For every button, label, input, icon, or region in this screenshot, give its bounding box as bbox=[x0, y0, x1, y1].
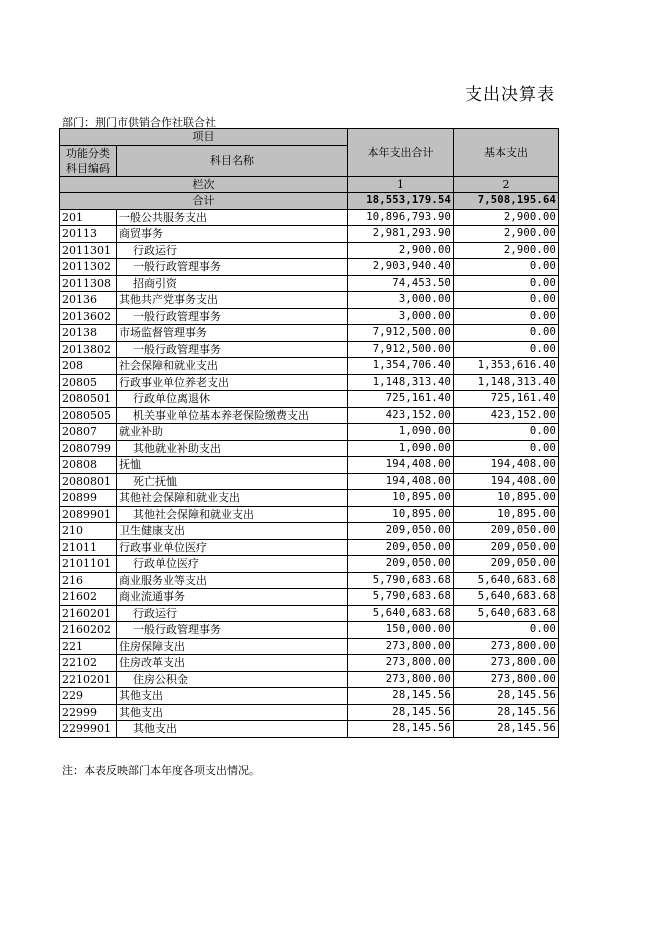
row-basic-amount: 2,900.00 bbox=[454, 226, 559, 243]
row-basic-amount: 0.00 bbox=[454, 292, 559, 309]
row-basic-amount: 273,800.00 bbox=[454, 671, 559, 688]
row-basic-amount: 28,145.56 bbox=[454, 721, 559, 738]
row-total-amount: 10,896,793.90 bbox=[348, 209, 454, 226]
row-subject-name: 机关事业单位基本养老保险缴费支出 bbox=[117, 407, 348, 424]
row-total-amount: 209,050.00 bbox=[348, 523, 454, 540]
row-code: 201 bbox=[60, 209, 117, 226]
row-total-amount: 273,800.00 bbox=[348, 655, 454, 672]
row-subject-name: 住房保障支出 bbox=[117, 638, 348, 655]
row-basic-amount: 209,050.00 bbox=[454, 523, 559, 540]
row-code: 2080501 bbox=[60, 391, 117, 408]
row-total-amount: 1,090.00 bbox=[348, 440, 454, 457]
header-func-code: 功能分类科目编码 bbox=[60, 145, 117, 176]
row-code: 2080799 bbox=[60, 440, 117, 457]
row-basic-amount: 0.00 bbox=[454, 341, 559, 358]
row-total-amount: 10,895.00 bbox=[348, 506, 454, 523]
table-row bbox=[60, 275, 559, 292]
row-code: 2089901 bbox=[60, 506, 117, 523]
table-row bbox=[60, 655, 559, 672]
table-row bbox=[60, 440, 559, 457]
row-basic-amount: 1,148,313.40 bbox=[454, 374, 559, 391]
row-total-amount: 209,050.00 bbox=[348, 539, 454, 556]
row-basic-amount: 209,050.00 bbox=[454, 556, 559, 573]
row-basic-amount: 10,895.00 bbox=[454, 506, 559, 523]
row-total-amount: 7,912,500.00 bbox=[348, 325, 454, 342]
row-code: 2013602 bbox=[60, 308, 117, 325]
row-total-amount: 194,408.00 bbox=[348, 457, 454, 474]
header-col-1: 1 bbox=[348, 176, 454, 193]
table-row bbox=[60, 209, 559, 226]
expenditure-table bbox=[59, 128, 559, 738]
row-subject-name: 市场监督管理事务 bbox=[117, 325, 348, 342]
total-amount: 18,553,179.54 bbox=[348, 193, 454, 210]
table-row bbox=[60, 589, 559, 606]
table-row bbox=[60, 391, 559, 408]
row-code: 20113 bbox=[60, 226, 117, 243]
row-subject-name: 住房公积金 bbox=[117, 671, 348, 688]
row-total-amount: 2,981,293.90 bbox=[348, 226, 454, 243]
row-code: 2080801 bbox=[60, 473, 117, 490]
row-code: 208 bbox=[60, 358, 117, 375]
row-total-amount: 423,152.00 bbox=[348, 407, 454, 424]
row-total-amount: 5,640,683.68 bbox=[348, 605, 454, 622]
row-basic-amount: 1,353,616.40 bbox=[454, 358, 559, 375]
row-subject-name: 其他支出 bbox=[117, 688, 348, 705]
row-total-amount: 7,912,500.00 bbox=[348, 341, 454, 358]
table-row bbox=[60, 341, 559, 358]
header-project: 项目 bbox=[60, 129, 348, 146]
table-row bbox=[60, 473, 559, 490]
row-code: 20808 bbox=[60, 457, 117, 474]
row-basic-amount: 0.00 bbox=[454, 622, 559, 639]
row-code: 20138 bbox=[60, 325, 117, 342]
row-code: 2160201 bbox=[60, 605, 117, 622]
row-code: 2011302 bbox=[60, 259, 117, 276]
row-code: 221 bbox=[60, 638, 117, 655]
row-basic-amount: 28,145.56 bbox=[454, 688, 559, 705]
row-basic-amount: 0.00 bbox=[454, 424, 559, 441]
row-basic-amount: 209,050.00 bbox=[454, 539, 559, 556]
row-basic-amount: 5,640,683.68 bbox=[454, 572, 559, 589]
header-col-2: 2 bbox=[454, 176, 559, 193]
row-subject-name: 一般行政管理事务 bbox=[117, 622, 348, 639]
row-code: 22999 bbox=[60, 704, 117, 721]
row-basic-amount: 5,640,683.68 bbox=[454, 589, 559, 606]
row-basic-amount: 0.00 bbox=[454, 259, 559, 276]
row-code: 21011 bbox=[60, 539, 117, 556]
row-basic-amount: 0.00 bbox=[454, 275, 559, 292]
row-subject-name: 其他社会保障和就业支出 bbox=[117, 490, 348, 507]
row-code: 2011301 bbox=[60, 242, 117, 259]
row-code: 2013802 bbox=[60, 341, 117, 358]
row-code: 2080505 bbox=[60, 407, 117, 424]
header-subject-name: 科目名称 bbox=[117, 145, 348, 176]
table-row bbox=[60, 556, 559, 573]
row-total-amount: 2,903,940.40 bbox=[348, 259, 454, 276]
row-total-amount: 273,800.00 bbox=[348, 638, 454, 655]
row-total-amount: 28,145.56 bbox=[348, 704, 454, 721]
table-row bbox=[60, 226, 559, 243]
table-row bbox=[60, 638, 559, 655]
row-subject-name: 一般行政管理事务 bbox=[117, 341, 348, 358]
page-title: 支出决算表 bbox=[465, 85, 555, 105]
row-subject-name: 其他社会保障和就业支出 bbox=[117, 506, 348, 523]
row-total-amount: 3,000.00 bbox=[348, 292, 454, 309]
row-basic-amount: 273,800.00 bbox=[454, 655, 559, 672]
row-code: 216 bbox=[60, 572, 117, 589]
row-subject-name: 抚恤 bbox=[117, 457, 348, 474]
table-row bbox=[60, 358, 559, 375]
row-subject-name: 住房改革支出 bbox=[117, 655, 348, 672]
row-subject-name: 一般公共服务支出 bbox=[117, 209, 348, 226]
row-total-amount: 10,895.00 bbox=[348, 490, 454, 507]
row-code: 229 bbox=[60, 688, 117, 705]
header-total-column: 本年支出合计 bbox=[348, 129, 454, 177]
table-row bbox=[60, 292, 559, 309]
table-row bbox=[60, 622, 559, 639]
table-row bbox=[60, 374, 559, 391]
row-total-amount: 74,453.50 bbox=[348, 275, 454, 292]
row-total-amount: 3,000.00 bbox=[348, 308, 454, 325]
row-basic-amount: 0.00 bbox=[454, 440, 559, 457]
row-subject-name: 其他支出 bbox=[117, 704, 348, 721]
row-subject-name: 其他共产党事务支出 bbox=[117, 292, 348, 309]
table-row bbox=[60, 325, 559, 342]
row-subject-name: 行政事业单位医疗 bbox=[117, 539, 348, 556]
row-subject-name: 卫生健康支出 bbox=[117, 523, 348, 540]
row-total-amount: 150,000.00 bbox=[348, 622, 454, 639]
row-total-amount: 273,800.00 bbox=[348, 671, 454, 688]
table-row bbox=[60, 605, 559, 622]
row-basic-amount: 2,900.00 bbox=[454, 242, 559, 259]
header-row-label: 栏次 bbox=[60, 176, 348, 193]
row-basic-amount: 5,640,683.68 bbox=[454, 605, 559, 622]
table-row bbox=[60, 523, 559, 540]
row-subject-name: 一般行政管理事务 bbox=[117, 259, 348, 276]
header-basic-column: 基本支出 bbox=[454, 129, 559, 177]
total-row bbox=[60, 193, 559, 210]
row-basic-amount: 0.00 bbox=[454, 308, 559, 325]
table-row bbox=[60, 572, 559, 589]
total-label: 合计 bbox=[60, 193, 348, 210]
row-basic-amount: 725,161.40 bbox=[454, 391, 559, 408]
row-basic-amount: 194,408.00 bbox=[454, 457, 559, 474]
row-basic-amount: 423,152.00 bbox=[454, 407, 559, 424]
row-code: 2011308 bbox=[60, 275, 117, 292]
row-subject-name: 行政单位离退休 bbox=[117, 391, 348, 408]
table-row bbox=[60, 506, 559, 523]
row-total-amount: 209,050.00 bbox=[348, 556, 454, 573]
table-row bbox=[60, 259, 559, 276]
table-row bbox=[60, 407, 559, 424]
table-row bbox=[60, 704, 559, 721]
row-total-amount: 2,900.00 bbox=[348, 242, 454, 259]
table-row bbox=[60, 539, 559, 556]
row-subject-name: 行政运行 bbox=[117, 605, 348, 622]
row-code: 210 bbox=[60, 523, 117, 540]
row-subject-name: 一般行政管理事务 bbox=[117, 308, 348, 325]
row-total-amount: 1,148,313.40 bbox=[348, 374, 454, 391]
row-subject-name: 行政事业单位养老支出 bbox=[117, 374, 348, 391]
department-label: 部门：荆门市供销合作社联合社 bbox=[62, 116, 216, 129]
table-row bbox=[60, 308, 559, 325]
row-code: 2101101 bbox=[60, 556, 117, 573]
table-row bbox=[60, 424, 559, 441]
row-basic-amount: 10,895.00 bbox=[454, 490, 559, 507]
row-total-amount: 725,161.40 bbox=[348, 391, 454, 408]
row-total-amount: 5,790,683.68 bbox=[348, 572, 454, 589]
table-row bbox=[60, 721, 559, 738]
row-subject-name: 死亡抚恤 bbox=[117, 473, 348, 490]
row-code: 20136 bbox=[60, 292, 117, 309]
row-basic-amount: 194,408.00 bbox=[454, 473, 559, 490]
row-basic-amount: 0.00 bbox=[454, 325, 559, 342]
row-subject-name: 招商引资 bbox=[117, 275, 348, 292]
row-code: 20805 bbox=[60, 374, 117, 391]
row-subject-name: 其他就业补助支出 bbox=[117, 440, 348, 457]
footnote: 注：本表反映部门本年度各项支出情况。 bbox=[62, 764, 260, 777]
row-code: 2299901 bbox=[60, 721, 117, 738]
table-row bbox=[60, 457, 559, 474]
row-total-amount: 28,145.56 bbox=[348, 688, 454, 705]
row-code: 2210201 bbox=[60, 671, 117, 688]
row-subject-name: 社会保障和就业支出 bbox=[117, 358, 348, 375]
row-total-amount: 1,090.00 bbox=[348, 424, 454, 441]
row-code: 21602 bbox=[60, 589, 117, 606]
row-code: 20899 bbox=[60, 490, 117, 507]
row-subject-name: 就业补助 bbox=[117, 424, 348, 441]
table-row bbox=[60, 688, 559, 705]
row-basic-amount: 273,800.00 bbox=[454, 638, 559, 655]
row-code: 20807 bbox=[60, 424, 117, 441]
table-row bbox=[60, 671, 559, 688]
row-subject-name: 商贸事务 bbox=[117, 226, 348, 243]
row-total-amount: 5,790,683.68 bbox=[348, 589, 454, 606]
row-code: 22102 bbox=[60, 655, 117, 672]
total-basic: 7,508,195.64 bbox=[454, 193, 559, 210]
row-subject-name: 行政单位医疗 bbox=[117, 556, 348, 573]
row-total-amount: 194,408.00 bbox=[348, 473, 454, 490]
row-basic-amount: 28,145.56 bbox=[454, 704, 559, 721]
row-subject-name: 行政运行 bbox=[117, 242, 348, 259]
table-row bbox=[60, 242, 559, 259]
row-subject-name: 商业服务业等支出 bbox=[117, 572, 348, 589]
row-subject-name: 商业流通事务 bbox=[117, 589, 348, 606]
row-total-amount: 28,145.56 bbox=[348, 721, 454, 738]
table-row bbox=[60, 490, 559, 507]
row-code: 2160202 bbox=[60, 622, 117, 639]
row-basic-amount: 2,900.00 bbox=[454, 209, 559, 226]
row-subject-name: 其他支出 bbox=[117, 721, 348, 738]
row-total-amount: 1,354,706.40 bbox=[348, 358, 454, 375]
